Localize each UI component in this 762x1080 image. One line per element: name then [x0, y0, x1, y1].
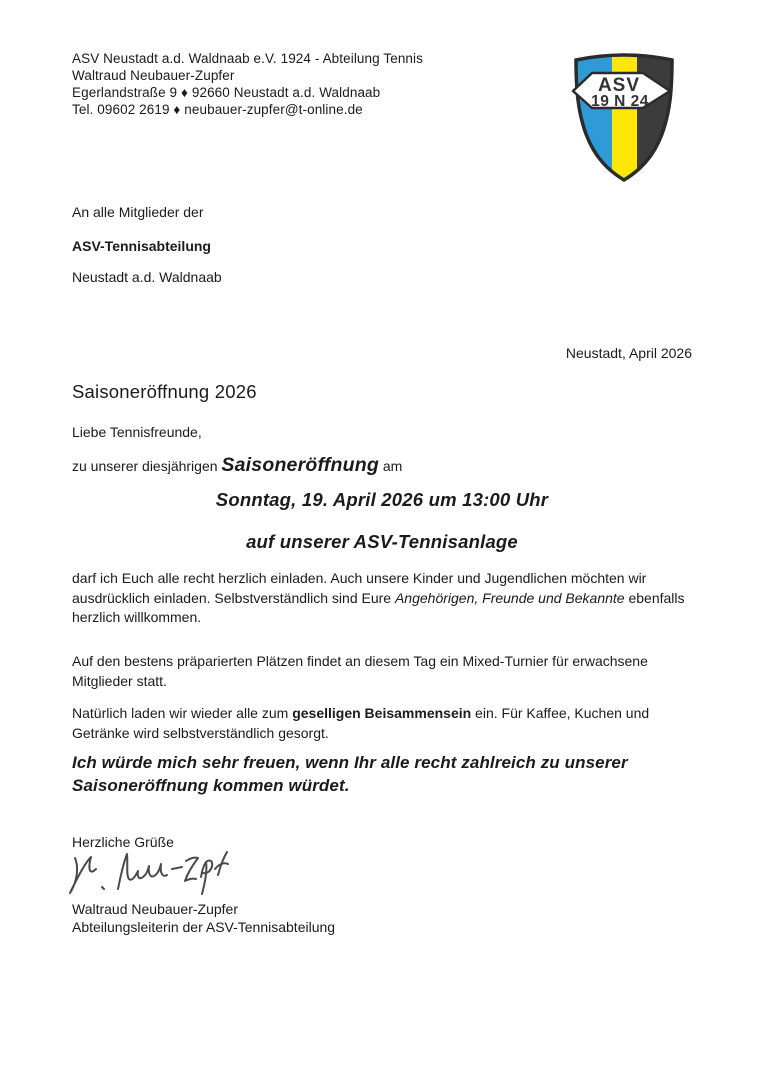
body-paragraph-2: Auf den bestens präparierten Plätzen findet an diesem Tag ein Mixed-Turnier für erwachsene Mitglieder statt.: [72, 653, 648, 689]
body-p3-pre: Natürlich laden wir wieder alle zum: [72, 705, 293, 721]
event-location-line: auf unserer ASV-Tennisanlage: [246, 531, 518, 552]
body-p3-post: ein. Für Kaffee, Kuchen und Getränke wird selbstverständlich gesorgt.: [72, 705, 650, 741]
invitation-intro-pre: zu unserer diesjährigen: [72, 458, 222, 474]
signer-name: Waltraud Neubauer-Zupfer: [72, 901, 239, 917]
crest-text-year: 19 N 24: [591, 93, 649, 110]
sender-address-block: [72, 50, 423, 118]
recipient-line-3: Neustadt a.d. Waldnaab: [72, 269, 222, 285]
body-p1-pre: darf ich Euch alle recht herzlich einladen. Auch unsere Kinder und Jugendlichen möchten wir ausdrücklich einladen. Selbstverständlich sind Eure: [72, 570, 647, 606]
signer-block: [72, 901, 335, 936]
closing-appeal: Ich würde mich sehr freuen, wenn Ihr alle recht zahlreich zu unserer Saisoneröffnung kommen würdet.: [72, 753, 628, 795]
shield-icon: [568, 46, 680, 186]
signature-icon: [64, 846, 239, 904]
body-p1-italic: Angehörigen, Freunde und Bekannte: [394, 589, 625, 606]
sender-line-org: ASV Neustadt a.d. Waldnaab e.V. 1924 - Abteilung Tennis: [72, 51, 423, 66]
handwritten-signature: [64, 846, 239, 904]
body-p1-post: ebenfalls herzlich willkommen.: [72, 589, 685, 625]
sender-line-name: Waltraud Neubauer-Zupfer: [72, 68, 235, 83]
body-paragraph-1: [72, 569, 694, 628]
date-line: Neustadt, April 2026: [565, 345, 692, 361]
salutation: Liebe Tennisfreunde,: [72, 424, 202, 440]
invitation-intro-post: am: [378, 458, 403, 474]
body-paragraph-3: [72, 704, 694, 743]
signer-title: Abteilungsleiterin der ASV-Tennisabteilung: [72, 918, 336, 935]
recipient-line-2: ASV-Tennisabteilung: [72, 238, 211, 254]
invitation-intro-emph: Saisoneröffnung: [221, 454, 379, 476]
club-crest-logo: [568, 46, 680, 186]
event-datetime-line: Sonntag, 19. April 2026 um 13:00 Uhr: [215, 489, 549, 510]
closing-greeting: Herzliche Grüße: [72, 834, 174, 850]
crest-text-asv: ASV: [597, 75, 641, 96]
recipient-line-1: An alle Mitglieder der: [72, 204, 204, 220]
body-p3-bold: geselligen Beisammensein: [292, 705, 472, 721]
subject-line: Saisoneröffnung 2026: [72, 381, 257, 402]
crest-stripe-yellow: [612, 46, 637, 186]
invitation-intro-line: [72, 452, 402, 480]
sender-line-contact: Tel. 09602 2619 ♦ neubauer-zupfer@t-online.de: [72, 102, 363, 117]
sender-line-street: Egerlandstraße 9 ♦ 92660 Neustadt a.d. Waldnaab: [72, 85, 381, 100]
